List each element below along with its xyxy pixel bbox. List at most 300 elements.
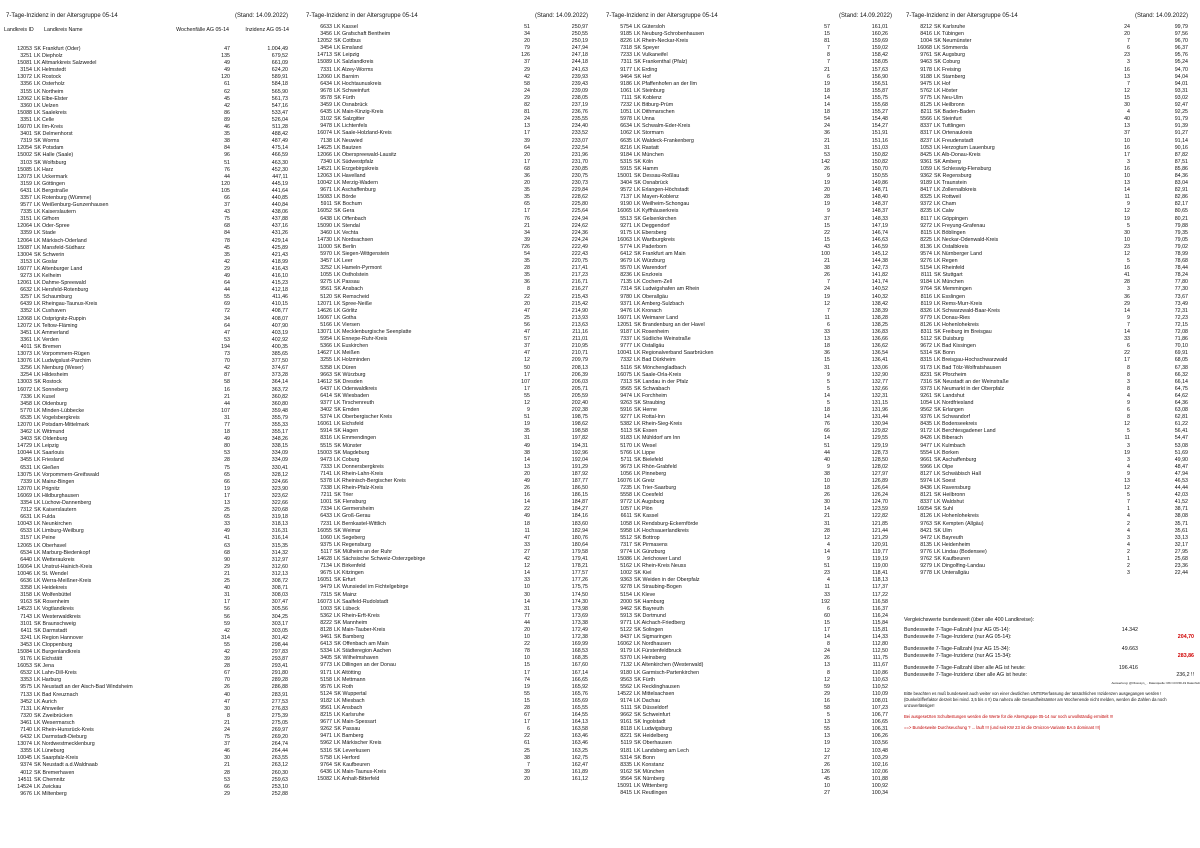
cell-incidence: 96,37: [1174, 45, 1188, 52]
cell-cases: 26: [824, 272, 830, 279]
cell-name: LK Herford: [334, 754, 360, 761]
cell-incidence: 231,96: [571, 151, 588, 158]
cell-cases: 36: [524, 279, 530, 286]
cell-name: LK Steinburg: [634, 87, 665, 94]
cell-cases: 31: [224, 592, 230, 599]
cell-id: 5970: [320, 251, 332, 257]
cell-name: SK Rosenheim: [34, 599, 70, 606]
cell-incidence: 166,65: [571, 676, 588, 683]
cell-cases: 126: [821, 768, 830, 775]
table-row: [304, 556, 596, 563]
cell-cases: 21: [824, 513, 830, 520]
table-column-1: [4, 12, 296, 798]
cell-cases: 76: [824, 421, 830, 428]
cell-id: 12052: [317, 38, 332, 45]
table-row: [604, 450, 900, 457]
cell-incidence: 425,89: [271, 244, 288, 251]
table-row: [904, 152, 1196, 159]
cell-name: SK Schweinfurt: [634, 712, 671, 719]
table-row: [4, 337, 296, 344]
cell-name: LK Fürstenfeldbruck: [634, 648, 682, 655]
cell-name: SK Suhl: [934, 506, 954, 513]
cell-name: LK Main-Kinzig-Kreis: [334, 109, 384, 116]
cell-id: 8216: [620, 144, 632, 151]
cell-incidence: 198,62: [571, 421, 588, 428]
cell-name: LK Lüneburg: [34, 748, 65, 755]
cell-name: LK Lippe: [634, 449, 655, 456]
table-row: [4, 450, 296, 457]
cell-cases: 20: [524, 470, 530, 477]
table-row: [904, 499, 1196, 506]
cell-incidence: 158,05: [871, 59, 888, 66]
cell-cases: 18: [824, 485, 830, 492]
cell-cases: 75: [224, 734, 230, 741]
cell-id: 9773: [320, 662, 332, 669]
cell-name: LK Eichstätt: [34, 656, 63, 663]
cell-incidence: 118,41: [872, 570, 888, 577]
cell-incidence: 100,34: [871, 790, 888, 797]
cell-cases: 44: [524, 619, 530, 626]
cell-name: LK Straubing-Bogen: [634, 584, 682, 591]
cell-id: 9675: [320, 570, 332, 577]
cell-incidence: 167,60: [571, 662, 588, 669]
cell-incidence: 177,57: [571, 570, 588, 577]
cell-cases: 49: [224, 436, 230, 443]
table-row: [604, 216, 900, 223]
cell-incidence: 82,17: [1174, 201, 1188, 208]
cell-name: LK Kulmbach: [934, 442, 966, 449]
cell-cases: 9: [527, 407, 530, 414]
table-row: [604, 223, 900, 230]
table-row: [604, 102, 900, 109]
cell-id: 13071: [317, 329, 332, 336]
cell-id: 13004: [17, 251, 32, 258]
cell-id: 12072: [17, 322, 32, 329]
cell-name: LK Gifhorn: [34, 216, 60, 223]
cell-cases: 76: [524, 215, 530, 222]
cell-id: 3358: [20, 585, 32, 592]
table-row: [4, 528, 296, 535]
table-row: [904, 521, 1196, 528]
cell-incidence: 511,28: [272, 124, 288, 131]
cell-incidence: 308,72: [271, 578, 288, 585]
cell-name: LK Stormarn: [634, 130, 664, 137]
cell-name: LK Vechta: [334, 229, 359, 236]
cell-incidence: 73,67: [1174, 293, 1188, 300]
cell-incidence: 103,56: [871, 740, 888, 747]
cell-cases: 105: [221, 187, 230, 194]
cell-cases: 14: [824, 506, 830, 513]
cell-incidence: 56,41: [1174, 428, 1188, 435]
cell-incidence: 78,44: [1174, 265, 1188, 272]
cell-cases: 77: [224, 421, 230, 428]
cell-incidence: 174,50: [571, 591, 588, 598]
cell-incidence: 463,30: [271, 159, 288, 166]
cell-cases: 24: [524, 87, 530, 94]
cell-incidence: 126,64: [871, 485, 888, 492]
cell-name: LK Groß-Gerau: [334, 513, 371, 520]
cell-name: LK Oldenburg: [34, 400, 67, 407]
cell-incidence: 150,55: [871, 172, 888, 179]
cell-incidence: 155,87: [871, 87, 888, 94]
cell-cases: 17: [524, 719, 530, 726]
cell-incidence: 91,79: [1174, 116, 1188, 123]
cell-cases: 81: [524, 109, 530, 116]
cell-cases: 23: [1124, 243, 1130, 250]
table-row: [604, 613, 900, 620]
cell-name: LK Neunkirchen: [34, 521, 72, 528]
cell-cases: 16: [824, 697, 830, 704]
cell-incidence: 148,40: [871, 194, 888, 201]
cell-name: LK Bamberg: [334, 733, 364, 740]
cell-name: LK Rotenburg (Wümme): [34, 194, 92, 201]
cell-name: LK Unterallgäu: [934, 570, 970, 577]
table-row: [4, 422, 296, 429]
cell-name: LK Hochsauerlandkreis: [634, 527, 689, 534]
cell-id: 8231: [920, 371, 932, 378]
cell-id: 3256: [20, 365, 32, 372]
table-row: [904, 258, 1196, 265]
cell-name: LK Saalekreis: [34, 109, 67, 116]
table-row: [604, 521, 900, 528]
table-row: [304, 499, 596, 506]
cell-id: 7311: [620, 59, 632, 66]
table-row: [4, 543, 296, 550]
cell-id: 5370: [620, 655, 632, 662]
cell-id: 1057: [620, 506, 632, 513]
cell-id: 7339: [20, 478, 32, 485]
cell-cases: 35: [224, 251, 230, 258]
cell-incidence: 172,38: [571, 634, 588, 641]
cell-id: 9372: [920, 201, 932, 208]
cell-name: LK Wetteraukreis: [34, 556, 75, 563]
table-row: [4, 748, 296, 755]
table-row: [604, 599, 900, 606]
cell-id: 5711: [620, 456, 632, 463]
rows: [604, 24, 900, 797]
cell-id: 9772: [620, 499, 632, 506]
cell-name: LK Kassel: [334, 24, 358, 30]
cell-id: 5358: [320, 364, 332, 371]
table-row: [304, 343, 596, 350]
cell-cases: 66: [224, 478, 230, 485]
cell-name: SK Bonn: [634, 754, 655, 761]
cell-name: LK Börde: [334, 194, 357, 201]
table-row: [4, 628, 296, 635]
cell-cases: 86: [224, 109, 230, 116]
cell-incidence: 123,59: [871, 506, 888, 513]
cell-incidence: 237,19: [571, 102, 588, 109]
table-row: [304, 123, 596, 130]
cell-cases: 29: [224, 265, 230, 272]
cell-incidence: 275,39: [271, 712, 288, 719]
table-row: [604, 421, 900, 428]
cell-incidence: 118,13: [872, 577, 888, 584]
cell-id: 3454: [320, 45, 332, 52]
cell-name: LK Kaiserslautern: [34, 209, 76, 216]
cell-incidence: 148,33: [871, 215, 888, 222]
summary-incidence: [1138, 627, 1194, 634]
cell-name: LK Aschaffenburg: [334, 187, 376, 194]
cell-cases: 10: [1124, 236, 1130, 243]
cell-incidence: 283,91: [271, 691, 288, 698]
cell-name: LK Donnersbergkreis: [334, 463, 384, 470]
cell-name: SK Jena: [34, 663, 55, 670]
cell-incidence: 211,16: [572, 329, 588, 336]
cell-cases: 28: [824, 527, 830, 534]
table-row: [604, 762, 900, 769]
cell-name: LK Viersen: [334, 321, 360, 328]
table-row: [604, 428, 900, 435]
cell-cases: 53: [824, 151, 830, 158]
table-row: [4, 677, 296, 684]
cell-name: SK Hamm: [634, 165, 659, 172]
cell-cases: 14: [824, 94, 830, 101]
cell-name: LK Rottweil: [934, 194, 961, 201]
cell-incidence: 198,58: [571, 428, 588, 435]
cell-incidence: 48,47: [1174, 463, 1188, 470]
table-row: [304, 719, 596, 726]
cell-incidence: 151,03: [871, 144, 888, 151]
cell-cases: 96: [224, 152, 230, 159]
cell-incidence: 269,97: [271, 727, 288, 733]
cell-id: 9190: [620, 201, 632, 208]
cell-cases: 49: [524, 513, 530, 520]
cell-incidence: 165,92: [571, 683, 588, 690]
cell-incidence: 162,47: [571, 761, 588, 768]
table-row: [604, 208, 900, 215]
cell-id: 9679: [620, 258, 632, 265]
cell-cases: 37: [224, 741, 230, 748]
table-row: [304, 478, 596, 485]
cell-name: LK Main-Spessart: [334, 719, 377, 726]
cell-id: 8127: [920, 470, 932, 477]
table-row: [604, 443, 900, 450]
cell-cases: 9: [827, 172, 830, 179]
cell-id: 3353: [20, 677, 32, 684]
table-row: [604, 350, 900, 357]
table-row: [604, 180, 900, 187]
table-row: [604, 662, 900, 669]
table-row: [304, 159, 596, 166]
cell-cases: 90: [224, 556, 230, 563]
cell-incidence: 150,82: [871, 151, 888, 158]
cell-incidence: 330,41: [271, 464, 288, 471]
cell-name: SK Bremen: [34, 343, 62, 350]
cell-id: 9565: [620, 385, 632, 392]
table-row: [904, 74, 1196, 81]
cell-name: SK Leverkusen: [334, 747, 370, 754]
table-row: [4, 479, 296, 486]
cell-id: 1003: [320, 605, 332, 612]
cell-cases: 24: [224, 727, 230, 733]
cell-id: 4012: [20, 769, 32, 776]
cell-name: LK Saalfeld-Rudolstadt: [334, 598, 389, 605]
cell-cases: 4: [1127, 109, 1130, 116]
table-row: [304, 145, 596, 152]
table-row: [304, 24, 596, 31]
table-row: [904, 294, 1196, 301]
cell-incidence: 94,01: [1174, 80, 1188, 87]
cell-cases: 47: [524, 307, 530, 314]
cell-id: 12073: [17, 173, 32, 180]
cell-id: 7133: [20, 691, 32, 698]
cell-incidence: 230,73: [571, 180, 588, 187]
cell-incidence: 148,37: [871, 201, 888, 208]
summary-incidence: 204,70: [1177, 634, 1194, 641]
table-row: [304, 485, 596, 492]
cell-incidence: 213,63: [571, 321, 588, 328]
cell-id: 3403: [20, 436, 32, 443]
cell-id: 3404: [620, 180, 632, 187]
cell-cases: 37: [224, 202, 230, 209]
rows: [4, 46, 296, 798]
cell-cases: 12: [1124, 208, 1130, 215]
table-row: [4, 706, 296, 713]
cell-id: 6434: [320, 80, 332, 87]
cell-name: LK Ostallgäu: [634, 343, 665, 350]
cell-id: 6439: [20, 301, 32, 308]
cell-name: LK Freising: [934, 66, 961, 73]
cell-id: 6636: [20, 578, 32, 585]
cell-id: 6633: [320, 24, 332, 30]
cell-incidence: 156,51: [871, 80, 888, 87]
cell-incidence: 250,97: [571, 24, 588, 30]
cell-id: 9186: [620, 80, 632, 87]
table-row: [304, 570, 596, 577]
cell-id: 8117: [920, 215, 932, 222]
cell-name: LK Konstanz: [634, 761, 665, 768]
cell-cases: 11: [524, 527, 530, 534]
cell-id: 6413: [320, 641, 332, 648]
cell-name: LK Weilheim-Schongau: [634, 201, 690, 208]
cell-cases: 5: [827, 378, 830, 385]
cell-incidence: 106,65: [871, 719, 888, 726]
table-row: [904, 421, 1196, 428]
cell-name: LK Celle: [34, 116, 55, 123]
cell-name: LK Rottal-Inn: [634, 414, 665, 421]
cell-incidence: 328,12: [271, 471, 288, 478]
cell-name: LK Ahrweiler: [34, 705, 64, 712]
cell-incidence: 96,70: [1174, 38, 1188, 45]
table-row: [304, 237, 596, 244]
cell-cases: 9: [1127, 399, 1130, 406]
cell-id: 5334: [320, 648, 332, 655]
cell-name: SK Ansbach: [334, 286, 363, 293]
cell-incidence: 297,83: [271, 648, 288, 655]
cell-id: 3159: [20, 180, 32, 187]
cell-cases: 42: [224, 627, 230, 634]
cell-id: 6531: [20, 464, 32, 471]
cell-cases: 33: [1124, 336, 1130, 343]
cell-id: 7141: [320, 470, 332, 477]
cell-id: 6435: [320, 109, 332, 116]
cell-id: 3158: [20, 592, 32, 599]
cell-id: 16072: [17, 386, 32, 393]
cell-cases: 17: [1124, 357, 1130, 364]
summary-label: Bundesweite 7-Tage-Fallzahl (nur AG 15-34):: [904, 646, 1010, 653]
cell-id: 5512: [620, 534, 632, 541]
cell-incidence: 64,62: [1174, 392, 1188, 399]
cell-id: 13072: [17, 74, 32, 81]
cell-id: 6432: [20, 734, 32, 741]
table-row: [4, 578, 296, 585]
cell-name: LK Rastatt: [634, 144, 659, 151]
table-row: [4, 131, 296, 138]
table-row: [304, 712, 596, 719]
table-row: [304, 457, 596, 464]
cell-name: LK Sigmaringen: [634, 634, 672, 641]
cell-cases: 29: [524, 66, 530, 73]
cell-id: 3361: [20, 336, 32, 343]
table-row: [304, 584, 596, 591]
cell-id: 5366: [320, 343, 332, 350]
cell-id: 8335: [620, 761, 632, 768]
cell-name: LK Meißen: [334, 350, 360, 357]
cell-incidence: 315,35: [271, 542, 288, 549]
cell-name: LK Bad Kissingen: [934, 343, 976, 350]
cell-id: 9572: [620, 187, 632, 194]
cell-incidence: 92,25: [1174, 109, 1188, 116]
cell-name: SK Nürnberg: [634, 775, 665, 782]
cell-name: LK Reutlingen: [634, 790, 668, 797]
cell-id: 5966: [920, 463, 932, 470]
cell-cases: 24: [1124, 24, 1130, 30]
table-row: [304, 38, 596, 45]
cell-id: 7332: [620, 357, 632, 364]
cell-name: LK Schweinfurt: [334, 87, 370, 94]
cell-name: LK Rhein-Sieg-Kreis: [634, 421, 682, 428]
cell-id: 9179: [620, 648, 632, 655]
cell-name: LK Märkischer Kreis: [334, 740, 382, 747]
cell-incidence: 138,42: [871, 300, 888, 307]
table-row: [4, 755, 296, 762]
summary-incidence: [1138, 665, 1194, 672]
cell-name: LK Freyung-Grafenau: [934, 222, 986, 229]
cell-id: 8237: [920, 137, 932, 144]
cell-incidence: 194,31: [571, 442, 588, 449]
cell-name: LK Emsland: [334, 45, 363, 52]
table-row: [4, 614, 296, 621]
cell-id: 5158: [320, 676, 332, 683]
cell-incidence: 323,62: [271, 492, 288, 499]
table-row: [604, 592, 900, 599]
cell-incidence: 150,82: [871, 158, 888, 165]
cell-incidence: 64,36: [1174, 399, 1188, 406]
cell-id: 1004: [920, 38, 932, 45]
cell-id: 8317: [920, 130, 932, 137]
cell-id: 8119: [920, 300, 932, 307]
cell-id: 3359: [20, 230, 32, 237]
cell-incidence: 385,65: [271, 351, 288, 358]
cell-cases: 3: [1127, 442, 1130, 449]
table-row: [304, 400, 596, 407]
table-row: [904, 308, 1196, 315]
table-row: [604, 464, 900, 471]
cell-incidence: 112,50: [872, 648, 888, 655]
cell-id: 9777: [620, 343, 632, 350]
table-row: [304, 166, 596, 173]
table-row: [604, 286, 900, 293]
table-row: [4, 294, 296, 301]
cell-id: 10041: [617, 350, 632, 357]
table-row: [604, 194, 900, 201]
cell-name: LK Forchheim: [634, 392, 667, 399]
summary-count: 14.342: [1121, 627, 1138, 633]
cell-id: 3458: [20, 400, 32, 407]
cell-cases: 107: [521, 378, 530, 385]
cell-name: SK Ingolstadt: [634, 719, 666, 726]
